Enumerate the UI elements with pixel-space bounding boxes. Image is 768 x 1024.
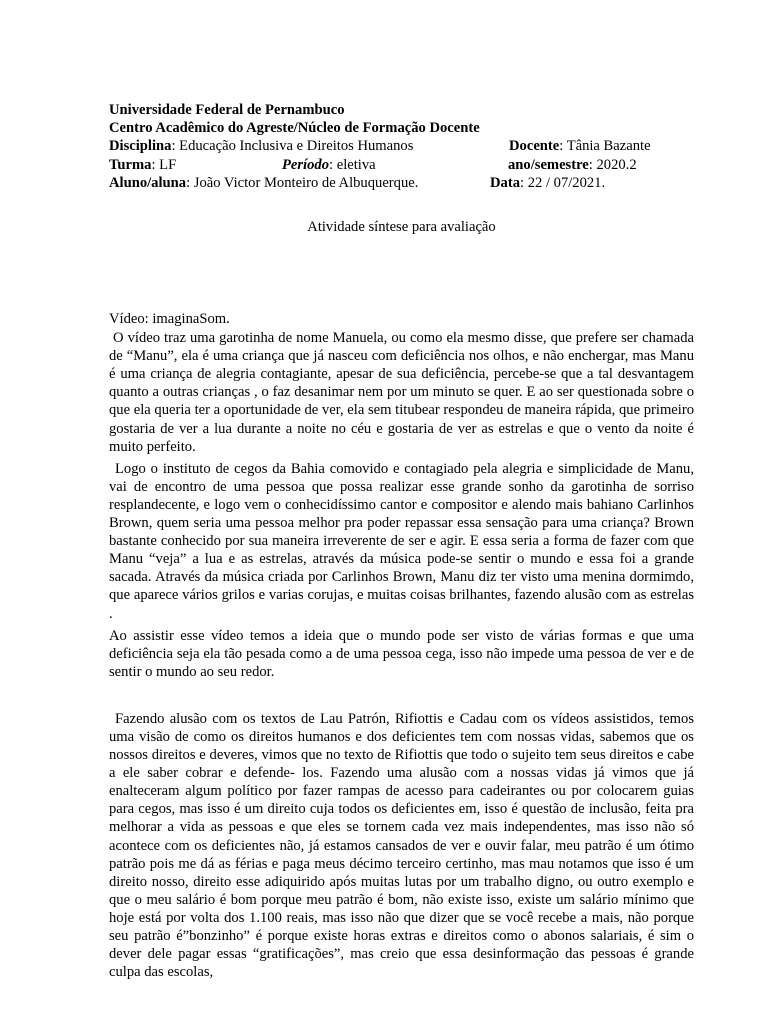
ano-label: ano/semestre xyxy=(508,156,589,173)
header-line-disciplina xyxy=(109,137,709,155)
docente-value: : Tânia Bazante xyxy=(559,138,651,155)
periodo-value: : eletiva xyxy=(329,156,376,173)
center-name: Centro Acadêmico do Agreste/Núcleo de Formação Docente xyxy=(109,120,480,137)
document-body xyxy=(109,310,694,981)
aluno-label: Aluno/aluna xyxy=(109,174,187,191)
paragraph-3: Ao assistir esse vídeo temos a ideia que o mundo pode ser visto de várias formas e que uma deficiência seja ela tão pesada como a de uma pessoa cega, isso não impede uma pessoa de ver e de sentir o mundo ao seu redor. xyxy=(109,627,694,680)
periodo-label: Período xyxy=(282,156,330,173)
university-name: Universidade Federal de Pernambuco xyxy=(109,102,345,118)
video-line: Vídeo: imaginaSom. xyxy=(109,311,230,327)
disciplina-value: : Educação Inclusiva e Direitos Humanos xyxy=(171,138,414,155)
paragraph-4: Fazendo alusão com os textos de Lau Patrón, Rifiottis e Cadau com os vídeos assistidos, temos uma visão de como os direitos humanos e dos deficientes tem com nossas vidas, sabemos que os nossos direitos e deveres, vimos que no texto de Rifiottis que todo o sujeito tem seus direitos e cabe a ele saber cobrar e defende- los. Fazendo uma alusão com a nossas vidas já vimos que já enalteceram algum político por fazer rampas de acesso para cadeirantes ou por colocarem guias para cegos, mas isso é um direito cuja todos os deficientes em, isso é questão de inclusão, feita pra melhorar a vida as pessoas e que eles se tornem cada vez mais independentes, mas isso não só acontece com os deficientes não, já estamos cansados de ver e ouvir falar, meu patrão é um ótimo patrão pois me dá as férias e paga meus décimo terceiro certinho, mas mau notamos que isso é um direito nosso, direito esse adiquirido após muitas lutas por um trabalho digno, ou outro exemplo e que o meu salário é bom porque meu patrão é bom, não existe isso, existe um salário mínimo que hoje está por volta dos 1.100 reais, mas isso não que dizer que se você recebe a mais, não porque seu patrão é”bonzinho” é porque existe horas extras e direitos como o abonos salariais, é sim o dever dele pagar essas “gratificações”, mas creio que essa desinformação das pessoas é grande culpa das escolas, xyxy=(109,710,694,981)
header-line-center xyxy=(109,119,709,137)
header-line-university xyxy=(109,101,709,119)
document-title: Atividade síntese para avaliação xyxy=(307,219,496,235)
paragraph-2: Logo o instituto de cegos da Bahia comovido e contagiado pela alegria e simplicidade de Manu, vai de encontro de uma pessoa que possa realizar esse grande sonho da garotinha de sorriso resplandecente, e logo vem o conhecidíssimo cantor e compositor e alendo mais bahiano Carlinhos Brown, quem seria uma pessoa melhor pra poder repassar essa sensação para uma criança? Brown bastante conhecido por sua maneira irreverente de ser e agir. E essa seria a forma de fazer com que Manu “veja” a lua e as estrelas, através da música pode-se sentir o mundo e essa foi a grande sacada. Através da música criada por Carlinhos Brown, Manu diz ter visto uma menina dormimdo, que aparece vários grilos e varias corujas, e muitas coisas brilhantes, fazendo alusão com as estrelas . xyxy=(109,460,694,622)
data-value: : 22 / 07/2021. xyxy=(520,174,606,191)
header-line-turma xyxy=(109,156,709,174)
paragraph-1: O vídeo traz uma garotinha de nome Manuela, ou como ela mesmo disse, que prefere ser chamada de “Manu”, ela é uma criança que já nasceu com deficiência nos olhos, e não enchergar, mas Manu é uma criança de alegria contagiante, apesar de sua deficiência, percebe-se que a tal desvantagem quanto a outras crianças , o faz desanimar nem por um minuto se quer. E ao ser questionada sobre o que ela queria ter a oportunidade de ver, ela sem titubear respondeu de maneira rápida, que primeiro gostaria de ver a lua durante a noite no céu e gostaria de ver as estrelas e que o vento da noite é muito perfeito. xyxy=(109,330,694,455)
header-line-aluno xyxy=(109,174,709,192)
disciplina-label: Disciplina xyxy=(109,138,172,155)
data-label: Data xyxy=(490,174,520,191)
turma-value: : LF xyxy=(151,156,177,173)
ano-value: : 2020.2 xyxy=(588,156,637,173)
docente-label: Docente xyxy=(509,138,560,155)
document-header xyxy=(109,101,709,192)
aluno-value: : João Victor Monteiro de Albuquerque. xyxy=(186,174,419,191)
turma-label: Turma xyxy=(109,156,152,173)
